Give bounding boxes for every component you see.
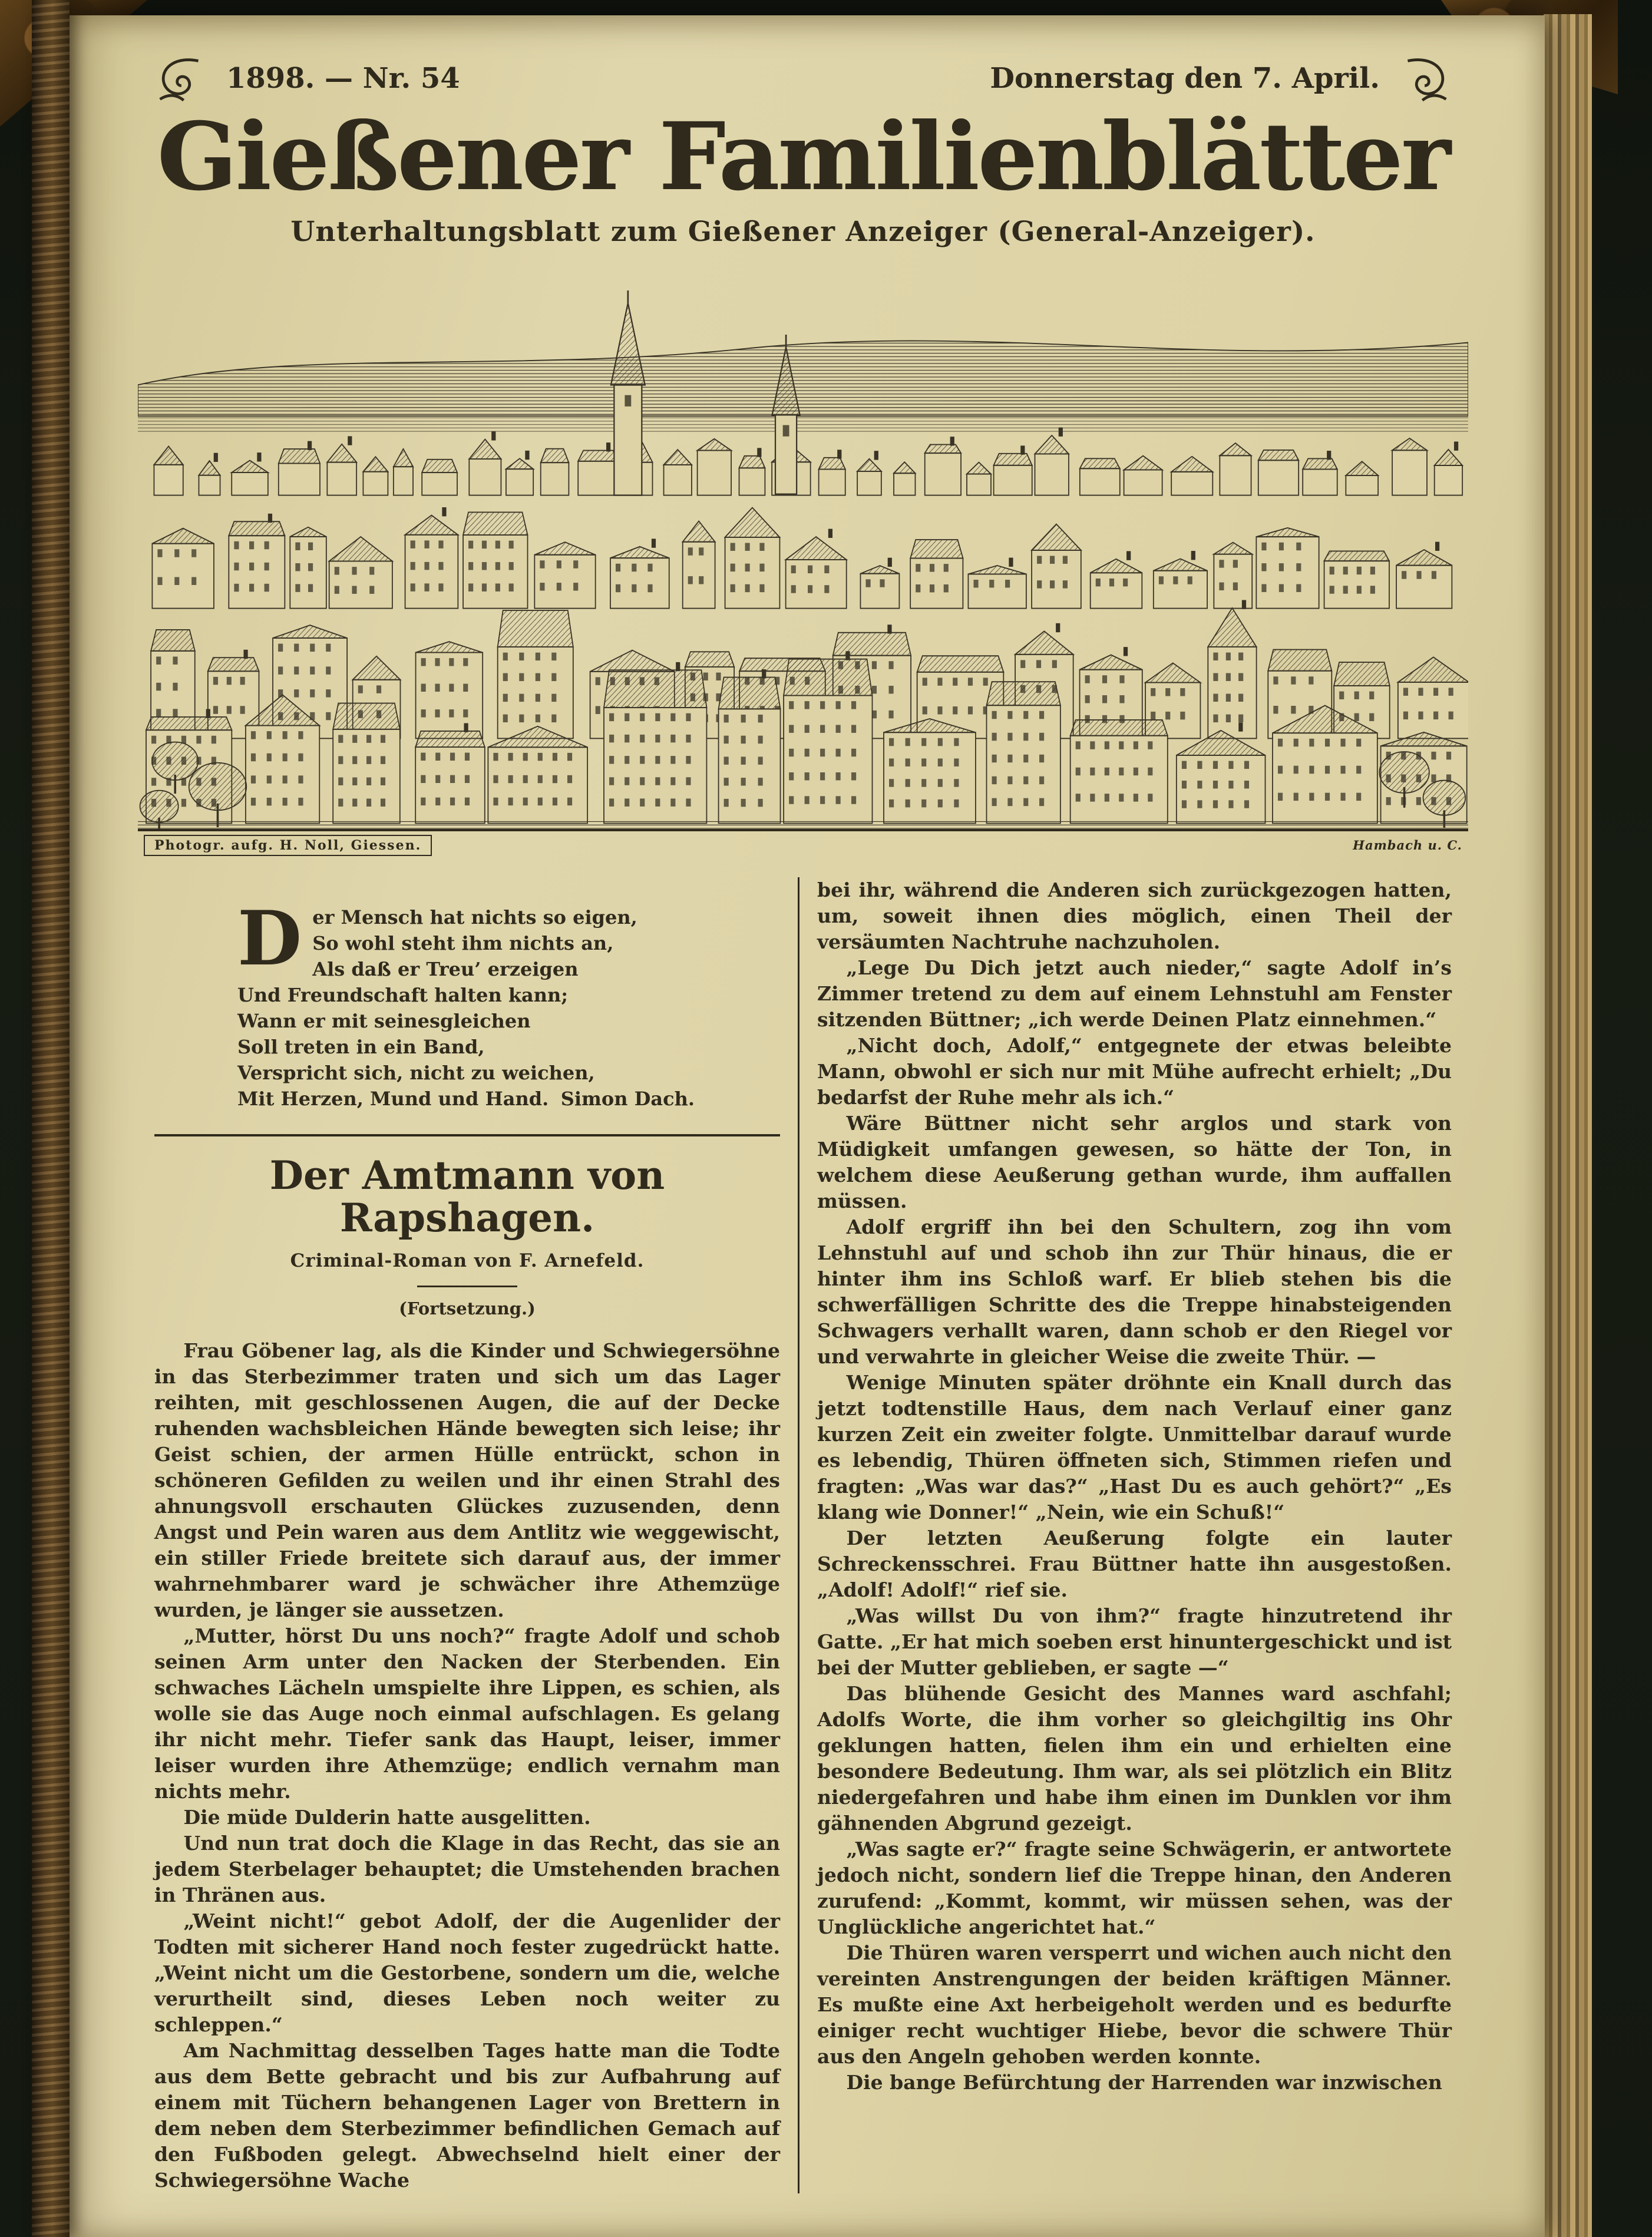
- book-binding: [32, 0, 70, 2237]
- paragraph: Und nun trat doch die Klage in das Recht, das sie an jedem Sterbelager behauptet; die Umstehenden brachen in Thränen aus.: [154, 1832, 780, 1907]
- town-engraving-illustration: [138, 263, 1468, 829]
- issue-number: 1898. — Nr. 54: [226, 62, 460, 95]
- paragraph: „Weint nicht!“ gebot Adolf, der die Augenlider der Todten mit sicherer Hand noch fester zugedrückt hatte. „Weint nicht um die Gestorbene, sondern um die, welche verurtheilt sind, dieses Leben noch weiter zu schleppen.“: [154, 1909, 780, 2037]
- paragraph: Die Thüren waren versperrt und wichen auch nicht den vereinten Anstrengungen der beiden kräftigen Männer. Es mußte eine Axt herbeigeholt werden und es bedurfte einiger recht wuchtiger Hiebe, bevor die schwere Thür aus den Angeln gehoben werden konnte.: [817, 1941, 1452, 2068]
- poem-line: Soll treten in ein Band,: [237, 1035, 485, 1058]
- paragraph: „Was sagte er?“ fragte seine Schwägerin, er antwortete jedoch nicht, sondern lief die Treppe hinan, den Anderen zurufend: „Kommt, kommt, wir müssen sehen, was der Unglückliche angerichtet hat.“: [817, 1837, 1452, 1938]
- flourish-right-icon: [1401, 53, 1452, 104]
- masthead-title: Gießener Familienblätter: [157, 103, 1449, 212]
- column-right: [817, 877, 1452, 2193]
- article-body-left: [154, 1338, 780, 2193]
- paragraph: Die müde Dulderin hatte ausgelitten.: [183, 1806, 591, 1829]
- book-page-edges: [1544, 14, 1592, 2237]
- masthead-subtitle: Unterhaltungsblatt zum Gießener Anzeiger (General-Anzeiger).: [290, 215, 1316, 248]
- poem-line: Mit Herzen, Mund und Hand.: [237, 1087, 549, 1110]
- column-divider: [798, 877, 799, 2193]
- article-byline: Criminal-Roman von F. Arnefeld.: [290, 1250, 645, 1272]
- paragraph: „Was willst Du von ihm?“ fragte hinzutretend ihr Gatte. „Er hat mich soeben erst hinuntergeschickt und ist bei der Mutter geblieben, er sagte —“: [817, 1604, 1452, 1679]
- paragraph: „Mutter, hörst Du uns noch?“ fragte Adolf und schob seinen Arm unter den Nacken der Sterbenden. Ein schwaches Lächeln umspielte ihre Lippen, es schien, als wolle sie das Auge noch einmal aufschlagen. Es gelang ihr nicht mehr. Tiefer sank das Haupt, leiser, immer leiser wurden ihre Athemzüge; endlich vernahm man nichts mehr.: [154, 1624, 780, 1803]
- text-columns: [154, 877, 1452, 2193]
- poem-initial: D: [237, 894, 302, 982]
- paragraph: „Lege Du Dich jetzt auch nieder,“ sagte Adolf in’s Zimmer tretend zu dem auf einem Lehnstuhl am Fenster sitzenden Büttner; „ich werde Deinen Platz einnehmen.“: [817, 956, 1452, 1031]
- section-rule: [154, 1134, 780, 1136]
- paragraph: „Nicht doch, Adolf,“ entgegnete der etwas beleibte Mann, obwohl er sich nur mit Mühe aufrecht erhielt; „Du bedarfst der Ruhe mehr als ich.“: [817, 1033, 1452, 1109]
- paragraph: Die bange Befürchtung der Harrenden war inzwischen: [846, 2070, 1442, 2094]
- paragraph: Das blühende Gesicht des Mannes ward aschfahl; Adolfs Worte, die ihm vorher so gleichgiltig ins Ohr geklungen hatten, fielen ihm ein und erhielten eine besondere Bedeutung. Ihm war, als sei plötzlich ein Blitz niedergefahren und habe ihm einen im Dunklen vor ihm gähnenden Abgrund gezeigt.: [817, 1681, 1452, 1835]
- paragraph: Der letzten Aeußerung folgte ein lauter Schreckensschrei. Frau Büttner hatte ihn ausgestoßen. „Adolf! Adolf!“ rief sie.: [817, 1526, 1452, 1601]
- issue-line: [154, 53, 1452, 104]
- flourish-left-icon: [154, 53, 205, 104]
- article-title: Der Amtmann von Rapshagen.: [269, 1152, 665, 1241]
- engraving-captions: [138, 829, 1468, 857]
- engraver-credit: Hambach u. C.: [1353, 838, 1462, 853]
- poem-line: er Mensch hat nichts so eigen,: [312, 906, 637, 928]
- article-body-right: [817, 877, 1452, 2096]
- paragraph: Wäre Büttner nicht sehr arglos und stark von Müdigkeit umfangen gewesen, so hätte der Ton, in welchem diese Aeußerung gethan wurde, ihm auffallen müssen.: [817, 1111, 1452, 1212]
- column-left: [154, 877, 780, 2193]
- poem-line: Als daß er Treu’ erzeigen: [312, 957, 579, 980]
- poem-line: Verspricht sich, nicht zu weichen,: [237, 1061, 595, 1084]
- continuation-note: (Fortsetzung.): [399, 1298, 536, 1319]
- photographer-credit: Photogr. aufg. H. Noll, Giessen.: [144, 835, 432, 856]
- poem-line: So wohl steht ihm nichts an,: [312, 931, 614, 954]
- poem-attribution: Simon Dach.: [560, 1087, 695, 1110]
- paragraph: Wenige Minuten später dröhnte ein Knall durch das jetzt todtenstille Haus, dem nach Verlauf einer ganz kurzen Zeit ein zweiter folgte. Unmittelbar darauf wurde es lebendig, Thüren öffneten sich, Stimmen riefen und fragten: „Was war das?“ „Hast Du es auch gehört?“ „Es klang wie Donner!“ „Nein, wie ein Schuß!“: [817, 1370, 1452, 1524]
- issue-date: Donnerstag den 7. April.: [990, 62, 1380, 95]
- paragraph: Adolf ergriff ihn bei den Schultern, zog ihn vom Lehnstuhl auf und schob ihn zur Thür hinaus, die er hinter ihm ins Schloß warf. Er blieb stehen bis die schwerfälligen Schritte des die Treppe hinabsteigenden Schwagers verhallt waren, dann schob er den Riegel vor und verwahrte in gleicher Weise die zweite Thür. —: [817, 1215, 1452, 1368]
- paragraph: Am Nachmittag desselben Tages hatte man die Todte aus dem Bette gebracht und bis zur Aufbahrung auf einem mit Tüchern behangenen Lager von Brettern in dem neben dem Sterbezimmer befindlichen Gemach auf den Fußboden gelegt. Abwechselnd hielt einer der Schwiegersöhne Wache: [154, 2039, 780, 2192]
- poem: [237, 894, 697, 1112]
- newspaper-page: [66, 15, 1545, 2237]
- town-panorama: [138, 263, 1468, 857]
- byline-rule: [417, 1286, 517, 1287]
- poem-line: Und Freundschaft halten kann;: [237, 983, 569, 1006]
- poem-line: Wann er mit seinesgleichen: [237, 1009, 531, 1032]
- paragraph: bei ihr, während die Anderen sich zurückgezogen hatten, um, soweit ihnen dies möglich, einen Theil der versäumten Nachtruhe nachzuholen.: [817, 878, 1452, 953]
- paragraph: Frau Göbener lag, als die Kinder und Schwiegersöhne in das Sterbezimmer traten und sich um das Lager reihten, mit geschlossenen Augen, die auf der Decke ruhenden wachsbleichen Hände bewegten sich leise; ihr Geist schien, der armen Hülle entrückt, schon in schöneren Gefilden zu weilen und ihr einen Strahl des ahnungsvoll erschauten Glückes zuzusenden, denn Angst und Pein waren aus dem Antlitz wie weggewischt, ein stiller Friede breitete sich darauf aus, der immer wahrnehmbarer ward je schwächer ihre Athemzüge wurden, je länger sie aussetzen.: [154, 1339, 780, 1622]
